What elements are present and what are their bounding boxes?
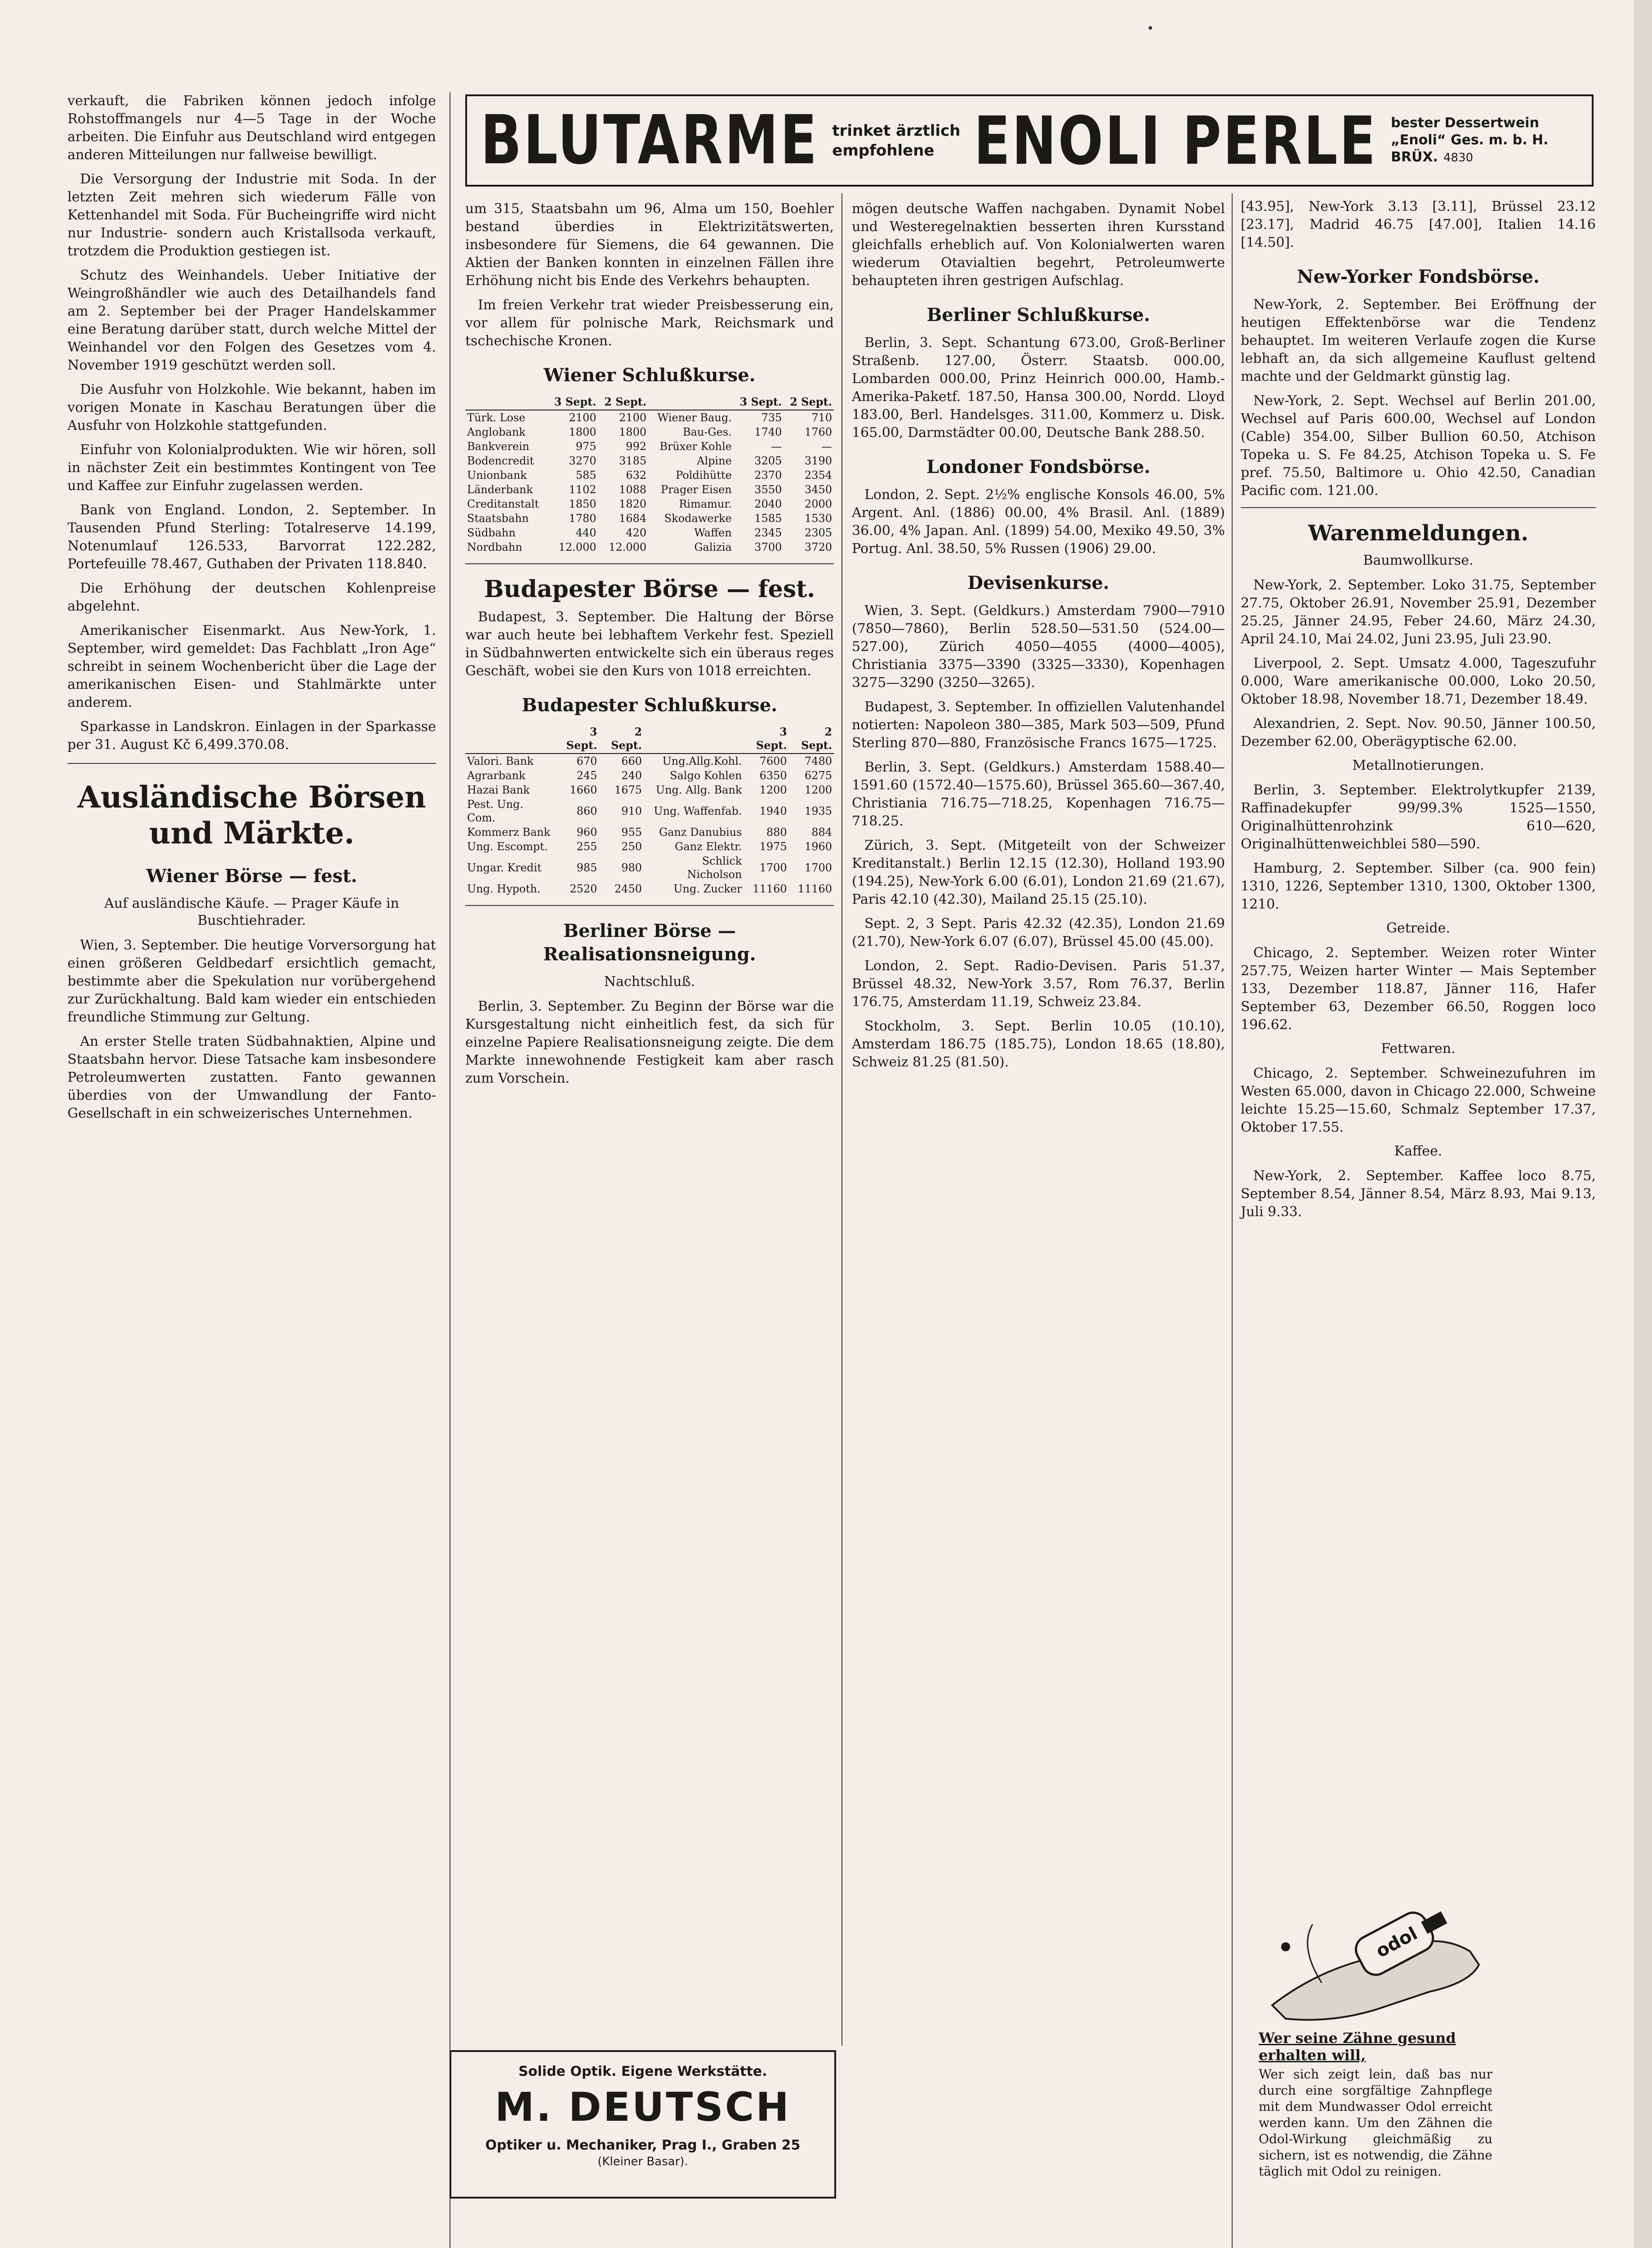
table-header: 3 Sept. (548, 394, 598, 410)
column-4 (1241, 198, 1596, 1227)
svg-text:odol: odol (1372, 1923, 1421, 1962)
table-cell: 1675 (614, 784, 642, 796)
table-cell: Brüxer Kohle (659, 440, 732, 453)
table-cell: 3190 (804, 455, 832, 467)
table-cell: 670 (576, 755, 597, 767)
table-cell: Ung.Allg.Kohl. (662, 755, 742, 767)
table-row (465, 497, 834, 511)
column-1 (67, 92, 436, 1129)
paragraph: London, 2. Sept. Radio-Devisen. Paris 51.37, Brüssel 48.32, New-York 3.57, Rom 76.37, Berlin 176.75, Amsterdam 11.19, Schweiz 23.84. (852, 958, 1225, 1010)
table-cell: 1200 (804, 784, 832, 796)
table-cell: Türk. Lose (467, 411, 525, 424)
ad-right-line2: „Enoli“ Ges. m. b. H. (1391, 132, 1549, 148)
table-cell: Hazai Bank (467, 784, 530, 796)
table-header (465, 394, 548, 410)
table-cell: — (821, 440, 832, 453)
table-cell: Nordbahn (467, 541, 522, 553)
paragraph: Im freien Verkehr trat wieder Preisbesserung ein, vor allem für polnische Mark, Reichsmark und tschechische Kronen. (465, 297, 834, 349)
vienna-closing-rows (465, 410, 834, 554)
paragraph: New-York, 2. September. Bei Eröffnung der heutigen Effektenbörse war die Tendenz behauptet. Im weiteren Verlaufe zogen die Kurse lebhaft an, da sich allgemeine Kauflust geltend machte und der Geldmarkt günstig lag. (1241, 297, 1596, 384)
page-edge (1634, 0, 1652, 2248)
table-row (465, 754, 834, 768)
paragraph: Budapest, 3. September. In offiziellen Valutenhandel notierten: Napoleon 380—385, Mark 503—509, Pfund Sterling 870—880, Französische Francs 1675—1725. (852, 699, 1225, 751)
table-cell: 1975 (759, 840, 787, 853)
table-row (465, 797, 834, 825)
paragraph: Die Ausfuhr von Holzkohle. Wie bekannt, haben im vorigen Monate in Kaschau Beratungen über die Ausfuhr von Holzkohle stattgefunden. (67, 382, 436, 433)
table-cell: 1800 (619, 426, 647, 438)
paragraph: Alexandrien, 2. Sept. Nov. 90.50, Jänner 100.50, Dezember 62.00, Oberägyptische 62.00. (1241, 716, 1596, 749)
budapest-closing-rows (465, 754, 834, 896)
table-cell: 2100 (619, 411, 647, 424)
table-cell: 992 (626, 440, 647, 453)
table-cell: 2000 (804, 498, 832, 510)
paragraph: Stockholm, 3. Sept. Berlin 10.05 (10.10), Amsterdam 186.75 (185.75), London 18.65 (18.80), Schweiz 81.25 (81.50). (852, 1018, 1225, 1070)
table-cell: 975 (575, 440, 597, 453)
table-cell: Ung. Hypoth. (467, 883, 541, 895)
table-cell: 3700 (754, 541, 782, 553)
paragraph: Berlin, 3. September. Elektrolytkupfer 2139, Raffinadekupfer 99/99.3% 1525—1550, Originalhüttenrohzink 610—620, Originalhüttenweichblei 580—590. (1241, 782, 1596, 852)
table-row (465, 854, 834, 882)
table-cell: Wiener Baug. (657, 411, 732, 424)
table-cell: Ganz Elektr. (675, 840, 742, 853)
optician-ad-note: (Kleiner Basar). (597, 2155, 688, 2168)
column-rule-3 (1232, 193, 1233, 2248)
ad-right-line3: BRÜX. 4830 (1391, 149, 1474, 165)
table-cell: Pest. Ung. Com. (467, 798, 524, 824)
table-row (465, 825, 834, 839)
vienna-closing-table (465, 394, 834, 554)
paragraph: An erster Stelle traten Südbahnaktien, Alpine und Staatsbahn hervor. Diese Tatsache kam insbesondere Petroleumwerten zustatten. Fanto gewannen überdies von der Umwandlung der Fanto-Gesellschaft in ein schweizerisches Unternehmen. (67, 1034, 436, 1121)
ad-number: 4830 (1443, 151, 1474, 165)
table-cell: Ung. Waffenfab. (654, 805, 742, 817)
table-cell: 1820 (619, 498, 647, 510)
table-cell: 1850 (569, 498, 597, 510)
table-cell: Agrarbank (467, 769, 525, 782)
section-subline: Nachtschluß. (604, 974, 695, 990)
paragraph: verkauft, die Fabriken können jedoch infolge Rohstoffmangels nur 4—5 Tage in der Woche arbeiten. Die Einfuhr aus Deutschland wird entgegen anderen Mitteilungen nur fallweise bewilligt. (67, 93, 436, 163)
section-subline-metals: Metallnotierungen. (1352, 758, 1484, 773)
optician-advertisement (450, 2050, 836, 2199)
table-cell: 2450 (614, 883, 642, 895)
table-cell: 1740 (754, 426, 782, 438)
table-row (465, 882, 834, 896)
table-cell: Unionbank (467, 469, 527, 482)
table-cell: 1660 (570, 784, 597, 796)
paragraph: Hamburg, 2. September. Silber (ca. 900 fein) 1310, 1226, September 1310, 1300, Oktober 1300, 1210. (1241, 861, 1596, 912)
paragraph: London, 2. Sept. 2½% englische Konsols 46.00, 5% Argent. Anl. (1886) 00.00, 4% Brasil. Anl. (1889) 36.00, 4% Japan. Anl. (1899) 54.00, Mexiko 49.50, 3% Portug. Anl. 38.50, 5% Russen (1906) 29.00. (852, 487, 1225, 557)
table-cell: 710 (811, 411, 832, 424)
table-cell: Waffen (694, 526, 732, 539)
ad-middle-line2: empfohlene (832, 141, 935, 160)
table-cell: 440 (575, 526, 597, 539)
table-row (465, 468, 834, 482)
table-cell: 1800 (569, 426, 597, 438)
ad-word-enoli-perle: ENOLI PERLE (974, 102, 1378, 179)
table-cell: Creditanstalt (467, 498, 539, 510)
paragraph: Sparkasse in Landskron. Einlagen in der Sparkasse per 31. August Kč 6,499.370.08. (67, 719, 436, 753)
table-cell: 12.000 (558, 541, 597, 553)
section-subline-grain: Getreide. (1386, 920, 1450, 936)
table-cell: Anglobank (467, 426, 525, 438)
table-cell: 250 (621, 840, 642, 853)
table-cell: Bau-Ges. (682, 426, 732, 438)
table-row (465, 439, 834, 454)
table-cell: Poldihütte (676, 469, 732, 482)
table-cell: 1940 (759, 805, 787, 817)
section-heading-vienna-closing: Wiener Schlußkurse. (543, 365, 756, 386)
table-header (465, 724, 554, 754)
table-header: 3 Sept. (734, 394, 784, 410)
section-heading-new-york: New-Yorker Fondsbörse. (1297, 266, 1540, 287)
table-cell: 2520 (570, 883, 597, 895)
section-subline-coffee: Kaffee. (1394, 1143, 1443, 1159)
table-cell: 3205 (754, 455, 782, 467)
table-cell: 1760 (804, 426, 832, 438)
ad-right-text (1391, 115, 1549, 166)
paragraph: Sept. 2, 3 Sept. Paris 42.32 (42.35), London 21.69 (21.70), New-York 6.07 (6.07), Brüssel 45.00 (45.00). (852, 916, 1225, 950)
table-cell: 3720 (804, 541, 832, 553)
table-header: 2 Sept. (599, 724, 644, 754)
table-cell: Ung. Zucker (673, 883, 742, 895)
column-3 (852, 200, 1225, 1078)
table-row (465, 482, 834, 497)
ad-middle-line1: trinket ärztlich (832, 121, 961, 140)
table-cell: 632 (626, 469, 647, 482)
paragraph: Wien, 3. September. Die heutige Vorversorgung hat einen größeren Geldbedarf ersichtlich gemacht, bestimmte aber die Spekulation nur vorübergehend zur Zurückhaltung. Bald kam wieder ein entschieden freundliche Stimmung zur Geltung. (67, 937, 436, 1025)
table-cell: 245 (576, 769, 597, 782)
table-row (465, 425, 834, 439)
section-heading-vienna: Wiener Börse — fest. (146, 865, 357, 887)
table-cell: 1088 (619, 483, 647, 496)
table-cell: 2370 (754, 469, 782, 482)
table-cell: 955 (621, 826, 642, 839)
table-cell: 910 (621, 805, 642, 817)
table-cell: 12.000 (609, 541, 647, 553)
table-cell: Rimamur. (679, 498, 732, 510)
table-cell: 6350 (759, 769, 787, 782)
table-cell: 6275 (804, 769, 832, 782)
paragraph: um 315, Staatsbahn um 96, Alma um 150, Boehler bestand überdies in Elektrizitätswerten, insbesondere für Siemens, die 64 gewannen. Die Aktien der Banken konnten in einzelnen Fällen ihre Erhöhung nicht bis Ende des Verkehrs behaupten. (465, 201, 834, 289)
section-rule (465, 905, 834, 906)
table-cell: 255 (576, 840, 597, 853)
table-cell: Ungar. Kredit (467, 861, 542, 874)
table-row (465, 410, 834, 425)
table-row (465, 511, 834, 526)
paragraph: mögen deutsche Waffen nachgaben. Dynamit Nobel und Westeregelnaktien besserten ihren Kursstand gleichfalls erheblich auf. Von Kolonialwerten waren wiederum Otavialtien begehrt, Petroleumwerte behaupteten ihren gestrigen Aufschlag. (852, 201, 1225, 289)
paragraph: New-York, 2. Sept. Wechsel auf Berlin 201.00, Wechsel auf Paris 600.00, Wechsel auf London (Cable) 354.00, Silber Bullion 60.50, Atchison Topeka u. S. Fe 84.25, Atchison Topeka u. S. Fe pref. 75.50, Baltimore u. Ohio 42.50, Canadian Pacific com. 121.00. (1241, 393, 1596, 499)
section-rule (67, 763, 436, 764)
section-heading-foreign-markets: Ausländische Börsen und Märkte. (77, 780, 426, 851)
odol-ad-heading: Wer seine Zähne gesund erhalten will, (1259, 2029, 1456, 2064)
table-header (648, 394, 734, 410)
ad-word-blutarme: BLUTARME (481, 101, 819, 180)
paragraph: New-York, 2. September. Loko 31.75, September 27.75, Oktober 26.91, November 25.91, Dezember 25.25, Jänner 24.95, Feber 24.60, März 24.30, April 24.10, Mai 24.02, Juni 23.95, Juli 23.90. (1241, 577, 1596, 647)
table-cell: Bankverein (467, 440, 530, 453)
table-cell: 735 (761, 411, 782, 424)
paragraph: Liverpool, 2. Sept. Umsatz 4.000, Tageszufuhr 0.000, Ware amerikanische 00.000, Loko 20.50, Oktober 18.98, November 18.71, Dezember 18.49. (1241, 656, 1596, 707)
paragraph: Berlin, 3. September. Zu Beginn der Börse war die Kursgestaltung nicht einheitlich fest, da sich für einzelne Papiere Realisationsneigung zeigte. Die dem Markte innewohnende Festigkeit kam aber rasch zum Vorschein. (465, 999, 834, 1086)
table-cell: 585 (575, 469, 597, 482)
section-subline-fats: Fettwaren. (1381, 1041, 1456, 1057)
table-header: 3 Sept. (554, 724, 599, 754)
table-header (644, 724, 744, 754)
section-heading-budapest-closing: Budapester Schlußkurse. (521, 695, 778, 716)
table-header: 2 Sept. (789, 724, 834, 754)
ad-middle-text (832, 121, 960, 161)
paragraph: New-York, 2. September. Kaffee loco 8.75, September 8.54, Jänner 8.54, März 8.93, Mai 9.13, Juli 9.33. (1241, 1168, 1596, 1220)
section-rule (1241, 507, 1596, 508)
table-cell: Kommerz Bank (467, 826, 551, 839)
optician-ad-line1: Solide Optik. Eigene Werkstätte. (518, 2064, 767, 2079)
table-cell: 1960 (804, 840, 832, 853)
table-cell: 2040 (754, 498, 782, 510)
table-cell: 1200 (759, 784, 787, 796)
section-subline-cotton: Baumwollkurse. (1363, 553, 1474, 568)
table-cell: Länderbank (467, 483, 533, 496)
table-cell: 1585 (754, 512, 782, 525)
table-cell: 11160 (753, 883, 787, 895)
table-cell: 1700 (759, 861, 787, 874)
table-cell: Ganz Danubius (659, 826, 742, 839)
table-row (465, 526, 834, 540)
table-cell: Skodawerke (664, 512, 732, 525)
paragraph: Zürich, 3. Sept. (Mitgeteilt von der Schweizer Kreditanstalt.) Berlin 12.15 (12.30), Holland 193.90 (194.25), New-York 6.00 (6.01), London 21.69 (21.67), Paris 42.10 (42.30), Mailand 25.15 (25.10). (852, 838, 1225, 907)
table-cell: 884 (811, 826, 832, 839)
table-header: 2 Sept. (598, 394, 649, 410)
table-cell: Bodencredit (467, 455, 534, 467)
table-row (465, 454, 834, 468)
paragraph: Einfuhr von Kolonialprodukten. Wie wir hören, soll in nächster Zeit ein bestimmtes Kontingent von Tee und Kaffee zur Einfuhr zugelassen werden. (67, 442, 436, 494)
table-cell: 2354 (804, 469, 832, 482)
optician-ad-name: M. DEUTSCH (495, 2084, 791, 2130)
section-heading-london: Londoner Fondsbörse. (926, 456, 1151, 477)
table-cell: 1780 (569, 512, 597, 525)
table-cell: 1684 (619, 512, 647, 525)
paragraph: Die Versorgung der Industrie mit Soda. In der letzten Zeit mehren sich wiederum Fälle von Kettenhandel mit Soda. Für Bucheingriffe wird nicht nur Industrie- sondern auch Kristallsoda verkauft, trotzdem die Produktion gestiegen ist. (67, 171, 436, 259)
table-cell: 1102 (569, 483, 597, 496)
table-cell: 420 (626, 526, 647, 539)
paragraph: Amerikanischer Eisenmarkt. Aus New-York, 1. September, wird gemeldet: Das Fachblatt „Iron Age“ schreibt in seinem Wochenbericht über die Lage der amerikanischen Eisen- und Stahlmärkte unter anderem. (67, 623, 436, 710)
table-cell: 3185 (619, 455, 647, 467)
table-cell: Ung. Escompt. (467, 840, 548, 853)
paragraph: Chicago, 2. September. Schweinezufuhren im Westen 65.000, davon in Chicago 22.000, Schweine leichte 15.25—15.60, Schmalz September 17.37, Oktober 17.55. (1241, 1066, 1596, 1135)
section-rule (465, 563, 834, 564)
table-cell: 960 (576, 826, 597, 839)
table-cell: 11160 (797, 883, 832, 895)
paragraph: Chicago, 2. September. Weizen roter Winter 257.75, Weizen harter Winter — Mais September 133, Dezember 118.87, Jänner 116, Hafer September 63, Dezember 66.50, Roggen loco 196.62. (1241, 945, 1596, 1033)
section-heading-berlin-exchange: Berliner Börse — Realisationsneigung. (543, 920, 756, 965)
table-cell: 1530 (804, 512, 832, 525)
table-cell: 240 (621, 769, 642, 782)
table-cell: Prager Eisen (661, 483, 732, 496)
table-cell: Salgo Kohlen (670, 769, 742, 782)
table-cell: Alpine (697, 455, 732, 467)
paragraph: Schutz des Weinhandels. Ueber Initiative der Weingroßhändler wie auch des Detailhandels fand am 2. September bei der Prager Handelskammer eine Beratung darüber statt, durch welche Mittel der Weinhandel vor den Folgen des Gesetzes vom 4. November 1919 geschützt werden soll. (67, 268, 436, 373)
table-cell: Valori. Bank (467, 755, 534, 767)
table-cell: Galizia (694, 541, 732, 553)
optician-ad-address: Optiker u. Mechaniker, Prag I., Graben 25 (485, 2137, 801, 2153)
table-cell: 880 (766, 826, 787, 839)
section-heading-commodities: Warenmeldungen. (1308, 521, 1529, 546)
table-cell: 2345 (754, 526, 782, 539)
budapest-closing-table (465, 724, 834, 896)
table-cell: 860 (576, 805, 597, 817)
table-row (465, 768, 834, 783)
table-cell: 3450 (804, 483, 832, 496)
blutarme-advertisement (465, 94, 1594, 187)
table-cell: 985 (576, 861, 597, 874)
paragraph: Wien, 3. Sept. (Geldkurs.) Amsterdam 7900—7910 (7850—7860), Berlin 528.50—531.50 (524.00—527.00), Zürich 4050—4055 (4000—4005), Christiania 3375—3390 (3325—3330), Kopenhagen 3275—3290 (3250—3265). (852, 603, 1225, 691)
paragraph: Die Erhöhung der deutschen Kohlenpreise abgelehnt. (67, 580, 436, 614)
section-heading-berlin-closing: Berliner Schlußkurse. (926, 304, 1150, 326)
table-row (465, 783, 834, 797)
table-cell: 7480 (804, 755, 832, 767)
table-cell: 660 (621, 755, 642, 767)
table-cell: Südbahn (467, 526, 516, 539)
table-header: 2 Sept. (784, 394, 834, 410)
table-row (465, 540, 834, 554)
table-cell: 2100 (569, 411, 597, 424)
table-cell: 1700 (804, 861, 832, 874)
table-cell: 7600 (759, 755, 787, 767)
table-header: 3 Sept. (744, 724, 788, 754)
section-heading-foreign-exchange: Devisenkurse. (967, 572, 1109, 593)
table-cell: Ung. Allg. Bank (655, 784, 742, 796)
table-cell: — (771, 440, 782, 453)
paragraph: Bank von England. London, 2. September. In Tausenden Pfund Sterling: Totalreserve 14.199, Notenumlauf 126.533, Barvorrat 122.282, Portefeuille 78.467, Guthaben der Privaten 118.840. (67, 502, 436, 572)
odol-advertisement (1259, 1893, 1492, 2179)
table-cell: Staatsbahn (467, 512, 529, 525)
table-cell: 1935 (804, 805, 832, 817)
ad-right-line1: bester Dessertwein (1391, 115, 1539, 131)
table-cell: 3270 (569, 455, 597, 467)
section-subline: Auf ausländische Käufe. — Prager Käufe in Buschtiehrader. (104, 896, 399, 928)
column-2 (465, 200, 834, 1094)
paragraph: [43.95], New-York 3.13 [3.11], Brüssel 23.12 [23.17], Madrid 46.75 [47.00], Italien 14.16 [14.50]. (1241, 199, 1596, 250)
table-cell: 3550 (754, 483, 782, 496)
odol-bottle-illustration (1259, 1893, 1492, 2028)
paragraph: Berlin, 3. Sept. (Geldkurs.) Amsterdam 1588.40—1591.60 (1572.40—1575.60), Brüssel 365.60—367.40, Christiania 716.75—718.25, Kopenhagen 716.75—718.25. (852, 759, 1225, 829)
odol-ad-text: Wer sich zeigt lein, daß bas nur durch eine sorgfältige Zahnpflege mit dem Mundwasser Odol erreicht werden kann. Um den Zähnen die Odol-Wirkung gleichmäßig zu sichern, ist es notwendig, die Zähne täglich mit Odol zu reinigen. (1259, 2067, 1492, 2179)
paragraph: Budapest, 3. September. Die Haltung der Börse war auch heute bei lebhaftem Verkehr fest. Speziell in Südbahnwerten entwickelte sich ein überaus reges Geschäft, wobei sie den Kurs von 1018 erreichten. (465, 609, 834, 679)
table-cell: Schlick Nicholson (687, 855, 742, 881)
section-heading-budapest: Budapester Börse — fest. (484, 575, 815, 603)
table-cell: 980 (621, 861, 642, 874)
page-mark (1149, 26, 1152, 30)
table-row (465, 839, 834, 854)
table-cell: 2305 (804, 526, 832, 539)
paragraph: Berlin, 3. Sept. Schantung 673.00, Groß-Berliner Straßenb. 127.00, Österr. Staatsb. 000.00, Lombarden 000.00, Prinz Heinrich 000.00, Hamb.-Amerika-Paketf. 187.50, Hansa 300.00, Nordd. Lloyd 183.00, Berl. Handelsges. 311.00, Kommerz u. Disk. 165.00, Darmstädter 00.00, Deutsche Bank 288.50. (852, 335, 1225, 441)
